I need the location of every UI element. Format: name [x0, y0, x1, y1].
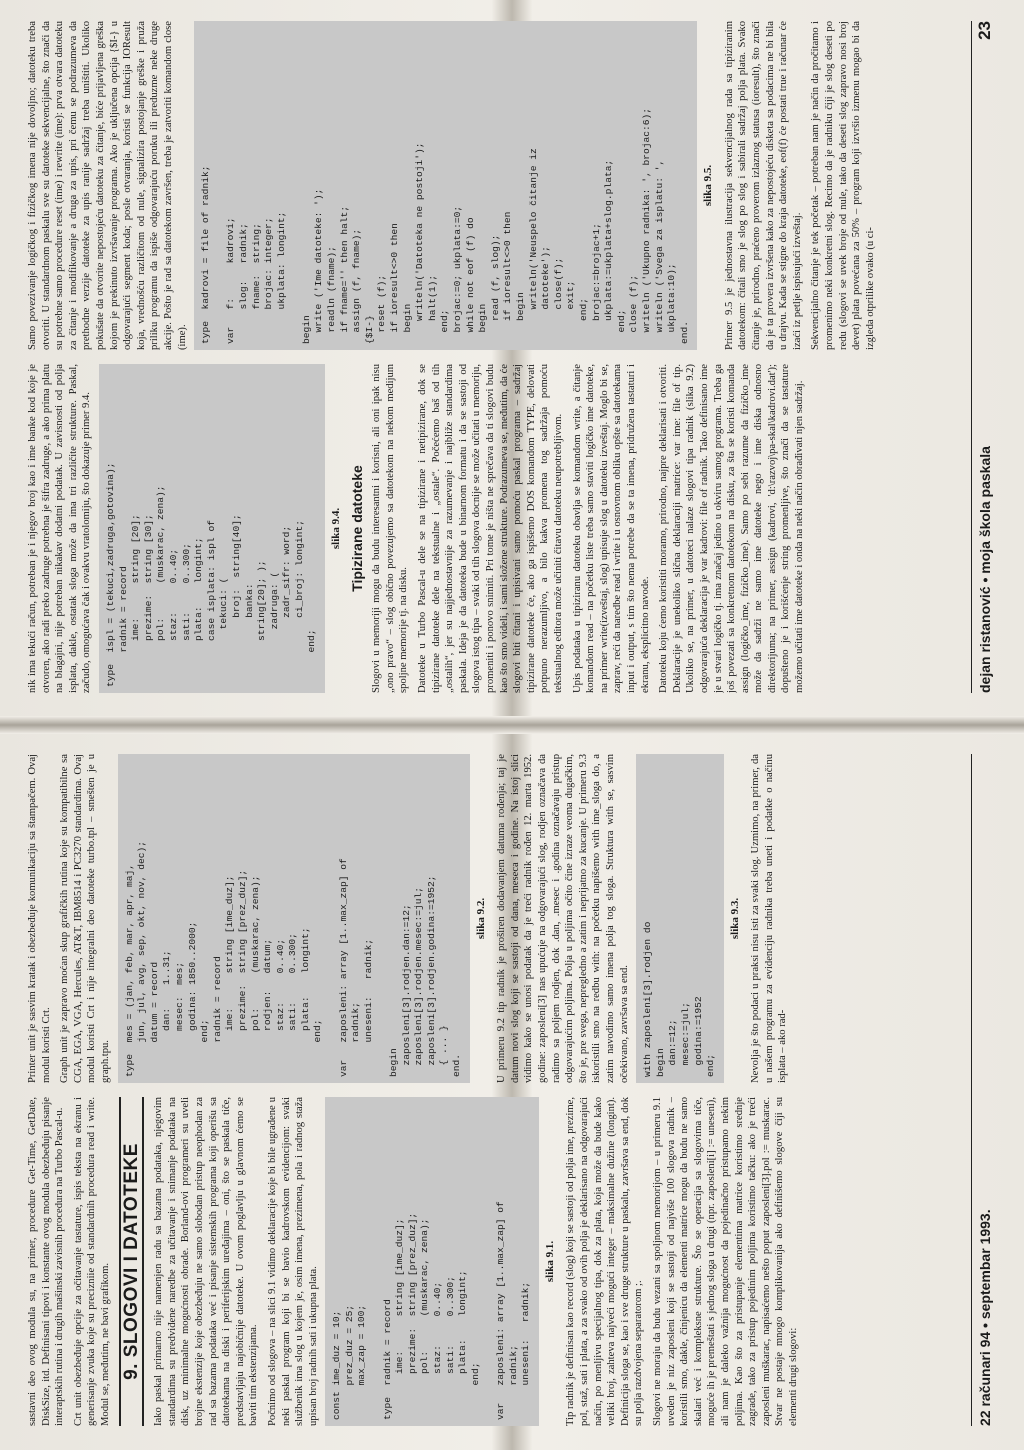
- code-listing-9-4: type ispl = (tekuci,zadruga,gotovina); radnik = record ime: string [20]; prezime: string [30]; pol: (muskarac, zena); staz: 0..40; sati: 0..300; plata: longint; case isplata: ispl of tekuci: ( broj: string[40]; banka: string[20]; ); zadruga: ( zadr_sifr: word; ci_broj: longint; end;: [99, 364, 325, 693]
- graph-unit-paragraph: Graph unit je zapravo moćan skup grafičkih rutina koje su kompatibilne sa CGA, EGA, VGA, Hercules, AT&T, IBM8514 i PC3270 standardima. Ovaj modul koristi Crt i nije integralni deo datoteke turbo.tpl – smešten je u graph.tpu.: [59, 754, 111, 1083]
- body-paragraph: Iako paskal primarno nije namenjen radu sa bazama podataka, njegovim standardima su predviđene naredbe za učitavanje i snimanje podataka na disk, uz minimalne mogućnosti obrade. Borland-ovi programeri su uveli brojne ekstenzije koje obezbeđuju ne samo slobodan pristup neophodan za rad sa bazama podataka već i pisanje sistemskih programa koji operišu sa datotekama na diski i periferijskim uređajima – oni, što se paskala tiče, predstavljaju najobičnije datoteke. U ovom poglavlju u glavnom ćemo se baviti tim ekstenzijama.: [153, 1097, 260, 1426]
- page23-column-2: [26, 21, 956, 350]
- section-subheading: Tipizirane datoteke: [348, 465, 365, 592]
- page22-column-2: [26, 754, 956, 1083]
- page-22: [12, 740, 1012, 1440]
- body-paragraph: Počnimo od slogova – na slici 9.1 vidimo deklaracije koje bi bile ugrađene u neki paskal program koji bi se bavio kadrovskom evidencijom: svaki službenik ima slog u kojem je, osim imena, prezimena, pola i radnog staža upisan broj radnih sati i ukupna plata.: [266, 1097, 319, 1426]
- printer-unit-paragraph: Printer unit je sasvim kratak i obezbeđuje komunikaciju sa štampačem. Ovaj modul koristi Crt.: [27, 754, 52, 1083]
- figure-caption: slika 9.4.: [330, 507, 343, 550]
- figure-caption: slika 9.5.: [702, 164, 715, 207]
- code-listing-9-5: type kadrovi = file of radnik; var f: kadrovi; slog: radnik; fname: string; brojac: integer; ukplata: longint; begin write ('Ime datoteke: '); readln (fname); if fname='' then halt; assign (f, fname); {$I-} reset (f); if ioresult<>0 then begin writeln('Datoteka ne postoji'); halt(1); end; brojac:=0; ukplata:=0; while not eof (f) do begin read (f, slog); if ioresult<>0 then begin writeln('Neuspelo čitanje iz datoteke'); close(f); exit; end; brojac:=brojac+1; ukplata:=ukplata+slog.plata; end; close (f); writeln ('Ukupno radnika: ', brojac:6); writeln ('Svega za isplatu: ', ukplata:10); end.: [194, 21, 697, 350]
- footer-issue-label: 22 računari 94 • septembar 1993.: [977, 1209, 993, 1426]
- body-paragraph: nik ima tekući račun, potreban je i njegov broj kao i ime banke kod koje je otvoren, ako radi preko zadruge potrebna je šifra zadruge, a ako prima platu na blagajni, nije potreban nikakav dodatni podatak. U zavisnosti od polja isplata, dakle, ostatak sloga može da ima tri različite strukture. Paskal, začudo, omogućava čak i ovakvu vratolomiju, što dokazuje primer 9.4.: [27, 364, 93, 693]
- body-paragraph: Slogovi ne moraju da budu vezani sa spoljnom memorijom – u primeru 9.1 uveden je niz zaposleni koji se sastoji od najviše 100 slogova radnik – koristili smo, dakle, činjenicu da elementi matrice mogu da budu ne samo skalari već i kompleksne strukture. Što se operacija sa slogovima tiče, moguće ih je premeštati s jednog sloga u drugi (npr. zaposleni[i] := uneseni), ali nam je daleko važnija mogućnost da pojedinačno pristupamo nekim poljima. Kao što za pristupanje elementima matrice koristimo srednje zagrade, tako za pristup pojedinim poljima koristimo tačku: ako je treći zaposleni muškarac, napisaćemo nešto poput zaposleni[3].pol := muskarac. Stvar ne postaje mnogo komplikovanija ako definišemo slogove čiji su elementi drugi slogovi:: [651, 1097, 799, 1426]
- figure-caption: slika 9.3.: [728, 897, 741, 940]
- chapter-heading: 9. SLOGOVI I DATOTEKE: [119, 1097, 145, 1426]
- code-listing-9-2: type mes = (jan, feb, mar, apr, maj, jun, jul, avg, sep, okt, nov, dec); datum = record dan: 1..31; mesec: mes; godina: 1850..2000; end; radnik = record ime: string [ime_duz]; prezime: string [prez_duz]; pol: (muskarac, zena); rodjen: datum; staz: 0..40; sati: 0..300; plata: longint; end; var zaposleni: array [1..max_zap] of radnik; uneseni: radnik; begin zaposleni[3].rodjen.dan:=12; zaposleni[3].rodjen.mesec:=jul; zaposleni[3].rodjen.godina:=1952; { ... } end.: [118, 754, 470, 1083]
- figure-caption: slika 9.2.: [474, 897, 487, 940]
- page-footer: [971, 21, 998, 693]
- page-23: [12, 7, 1012, 707]
- page23-column-1: [26, 364, 956, 693]
- code-listing-9-3: with zaposleni[3].rodjen do begin dan:=12; mesec:=jul; godina:=1952 end;: [636, 754, 724, 1083]
- body-paragraph: Samo povezivanje logičkog i fizičkog imena nije dovoljno; datoteku treba otvoriti. U standardnom paskalu sve su datoteke sekvencijalne, što znači da su potrebne samo procedure reset (ime) i rewrite (ime): prva otvara datoteku za čitanje i modifikovanje a druga za upis, pri čemu se podrazumeva da prethodne verzije datoteke za upis ranije sadržaj treba uništiti. Ukoliko pokušate da otvorite nepostojeću datoteku za čitanje, biće prijavljena greška kojom je prekinuto izvršavanje programa. Ako je uključena opcija {$I-} u odgovarajući segment koda; posle otvaranja, koristi se funkcija IOResult koja, vrednošću različitom od nule, signalizira postojanje greške i pruža priliku programu da ispiše odgovarajuću poruku ili preduzme neke druge akcije. Pošto je rad sa datotekom završen, treba je zatvoriti komandom close (ime).: [27, 21, 188, 350]
- body-paragraph: Datoteke u Turbo Pascal-u dele se na tipizirane i netipizirane, dok se tipizirane datoteke dele na tekstualne i „ostale“. Počećemo baš od tih „ostalih“, jer su najjednostavnije za razumevanje i najbliže standardima paskala. Ideja je da datoteka bude u binarnom formatu i da se sastoji od slogova istog tipa – svaki od tih slogova docnije se može učitati u memoriju, promeniti i ponovo snimiti. Pri tome je ništa ne sprečava da ti slogovi budu kao što smo videli, i sami složene strukture. Podrazumeva se, međutim, da će slogovi biti čitani i upisivani samo pomoću paskal programa – sadržaj tipizirane datoteke će, ako ga ispišemo DOS komandom TYPE, delovati potpuno nerazumljivo, a bilo kakva promena tog sadržaja pomoću tekstualnog editora može učiniti čitavu datoteku neupotrebljivom.: [417, 364, 564, 693]
- crt-unit-paragraph: Crt unit obezbeđuje opcije za očitavanje tastature, ispis teksta na ekranu i generisanje zvuka koje su precizniie od standardnih procedura read i write. Modul se, međutim, ne bavi grafikom.: [72, 1097, 111, 1426]
- page-fold: [0, 716, 1024, 734]
- figure-caption: slika 9.1.: [543, 1240, 556, 1283]
- footer-author-label: dejan ristanović • moja škola paskala: [977, 446, 993, 693]
- body-paragraph: Datoteku koju ćemo koristiti moramo, prirodno, najpre deklarisati i otvoriti. Deklaracije je unekoliko slična deklaraciji matrice: var ime: file of tip. Ukoliko se, na primer, u datoteci nalaze slogovi tipa radnik (slika 9.2) odgovarajuća deklaracija je var kadrovi: file of radnik. Tako definisano ime je u stvari logičko tj. ima značaj jedino u okviru samog programa. Treba ga još povezati sa konkretnom datotekom na disku, za šta se koristi komanda assign (logičko_ime, fizičko_ime). Samo po sebi razume da fizičko_ime može da sadrži ne samo ime datoteke nego i ime diska odnosno direktorijuma; na primer, assign (kadrovi, 'd:\razvoj\pa-skal\kadrovi.dat'); dopušteno je i korišćenje string promenljive, što znači da se tastature možemo učitati ime datoteke i onda na neki način obrađivati njen sadržaj.: [658, 364, 806, 693]
- body-paragraph: Nevolja je što podaci u praksi nisu isti za svaki slog. Uzmimo, na primer, da u našem programu za evidenciju radnika treba uneti i podatke o načinu isplata – ako rad-: [750, 754, 789, 1083]
- body-paragraph: Upis podataka u tipiziranu datoteku obavlja se komandom write, a čitanje komandom read – na početku liste treba samo staviti logičko ime datoteke, na primer write(izveštaj, slog) upisuje slog u datoteku izveštaj. Moglo bi se, zaprav, reći da naredbe read i write i u osnovnom obliku opšte sa datotekama input i output, s tim što nema potrebe da se ta imena, pridružena tastaturi i ekranu, eksplicitno navode.: [571, 364, 651, 693]
- page22-column-1: [26, 1097, 956, 1426]
- body-paragraph: Primer 9.5 je jednostavna ilustracija sekvencijalnog rada sa tipiziranim datotekom: čitali smo je slog po slog i sabirali sadržaj polja plata. Svako čitanje je, prirodno, praćeno proverom izlaznog statusa (ioresult), što znači da je ta provera izvršena kako za nepostojeću disketa sa podacima ne bi bila u drajvu. Kada se stigne do kraja datoteke, eof(f) će postati true i računar će izaći iz petlje ispisujući izveštaj.: [723, 21, 803, 350]
- page-number: 23: [975, 21, 994, 40]
- units-intro-paragraph: sastavni deo ovog modula su, na primer, procedure Get-Time, GetDate, DiskSize, itd. Definisani tipovi i konstante ovog modula obezbeđuju pisanje interaptskih rutina i drugih mašinski zavisnih procedura na Turbo Pascal-u.: [27, 1097, 66, 1426]
- body-paragraph: U primeru 9.2 tip radnik je proširen dodavanjem datuma rođenja; taj je datum novi slog koji se sastoji od dana, meseca i godine. Na istoj slici vidimo kako se unosi podatak da je treći radnik rođen 12. marta 1952. godine: zaposleni[3] nas upućuje na odgovarajući slog, rodjen označava da radimo sa poljem rodjen, dok .dan, .mesec i .godina označavaju pristup odgovarajućim poljima. Polja u poljima očito čine izraze veoma dugačkim, što je, pre svega, nepregledno a zatim i neprijatno za kucanje. U primeru 9.3 iskoristili smo na redbu with: na početku napišemo with ime_sloga do, a zatim navodimo samo imena polja tog sloga. Struktura with se, sasvim očekivano, završava sa end.: [496, 754, 630, 1083]
- body-paragraph: Slogovi u memoriji mogu da budu interesantni i korisni, ali oni ipak nisu „ono pravo“ – slog obično povezujemo sa datotekom na nekom medijum spoljne memorije tj. na disku.: [371, 364, 410, 693]
- page-footer: [971, 754, 998, 1426]
- body-paragraph: Sekvencijalno čitanje je tek početak – potreban nam je način da pročitamo i promenimo neki konkretni slog. Recimo da je radniku čiji je slog deseti po redu (slogovi se uvek broje od nule, tako da deseti slog zapravo nosi broj devet) plata povećana za 50% – program koji izvršio izmenu mogao bi da izgleda otprilike ovako (u ci-: [810, 21, 876, 350]
- code-listing-9-1: const ime_duz = 10; prez_duz = 25; max_zap = 100; type radnik = record ime: string [ime_duz]; prezime: string [prez_duz]; pol: (muskarac, zena); staz: 0..40; sati: 0..300; plata: longint; end; var zaposleni: array [1..max_zap] of radnik; uneseni: radnik;: [325, 1097, 539, 1426]
- body-paragraph: Tip radnik je definisan kao record (slog) koji se sastoji od polja ime, prezime, pol, staž, sati i plata, a za svako od ovih polja je deklarisano na odgovarajući način, po menljivu specijalnog tipa, dok za plata, koja može da bude kako veliki broj, zahteva najveći mogući integer – maksimalne dužine (longint). Definicija sloga se, kao i sve druge strukture u paskalu, završava sa end, dok su polja razdvojena separatorom ;.: [565, 1097, 645, 1426]
